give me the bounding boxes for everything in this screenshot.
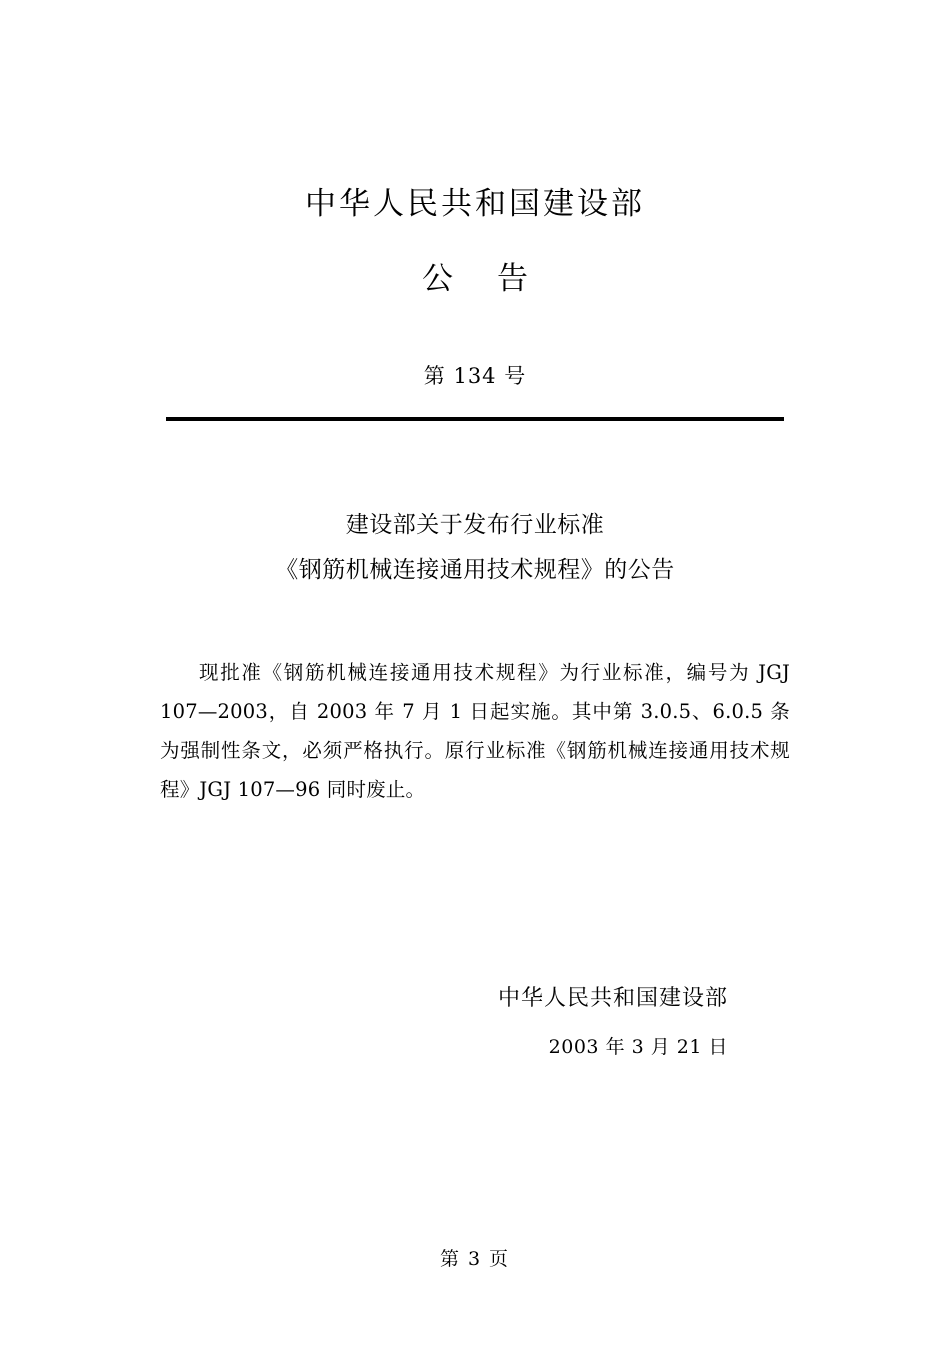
document-number: 第 134 号	[423, 364, 527, 388]
footer-suffix: 页	[489, 1248, 511, 1270]
body-paragraph: 现批准《钢筋机械连接通用技术规程》为行业标准，编号为 JGJ 107—2003，自 2003 年 7 月 1 日起实施。其中第 3.0.5、6.0.5 条为强制性条文，必须严格执行。原行业标准《钢筋机械连接通用技术规程》JGJ 107—96 同时废止。	[160, 660, 790, 801]
document-type-char-2: 告	[497, 261, 528, 297]
issuer-title: 中华人民共和国建设部	[305, 186, 645, 222]
headline-line-1: 建设部关于发布行业标准	[345, 512, 605, 538]
document-type-char-1: 公	[422, 261, 453, 297]
horizontal-rule	[166, 417, 784, 421]
document-type	[160, 253, 790, 298]
signature-date: 2003 年 3 月 21 日	[548, 1035, 728, 1058]
footer-prefix: 第	[439, 1248, 461, 1270]
headline	[160, 503, 790, 593]
page-footer	[0, 1244, 950, 1271]
headline-line-2: 《钢筋机械连接通用技术规程》的公告	[275, 556, 675, 583]
footer-page-number: 3	[467, 1248, 483, 1270]
signature-organization: 中华人民共和国建设部	[497, 985, 728, 1011]
page-content	[160, 0, 790, 1345]
